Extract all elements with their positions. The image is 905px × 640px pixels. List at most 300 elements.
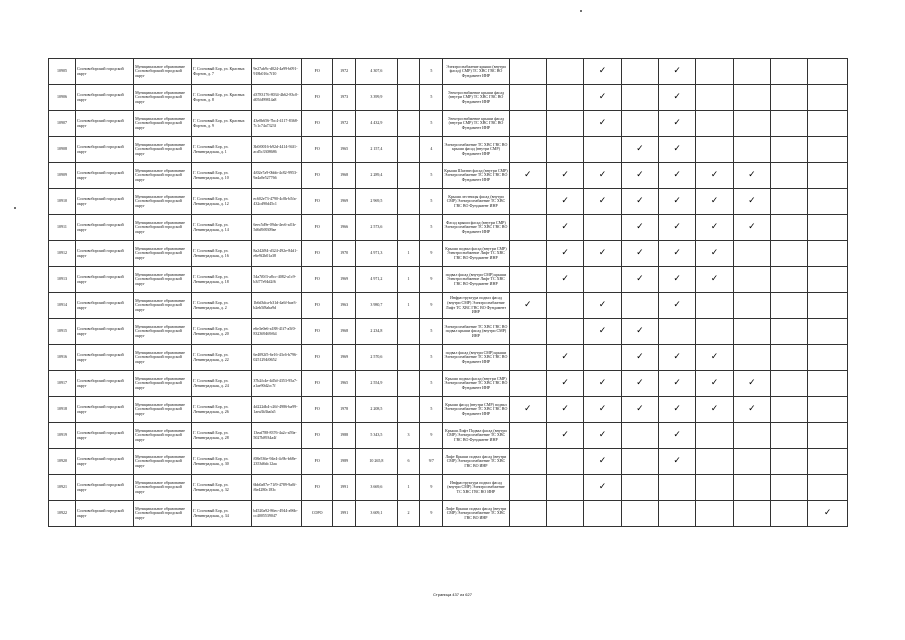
row-okrug: Сосновоборский городской округ xyxy=(75,215,133,241)
check-cell xyxy=(621,293,658,319)
check-cell xyxy=(808,475,848,501)
row-owner: Муниципальное образование Сосновоборский городской округ xyxy=(134,501,192,527)
row-address: Г. Сосновый Бор, ул. Ленинградская, д. 32 xyxy=(192,475,252,501)
row-form: FO xyxy=(302,241,333,267)
checkmark-icon: ✓ xyxy=(636,196,644,207)
row-area: 2 208,5 xyxy=(356,397,398,423)
table-row xyxy=(49,423,848,449)
check-cell xyxy=(696,423,733,449)
table-row xyxy=(49,371,848,397)
table-row xyxy=(49,475,848,501)
check-cell xyxy=(696,241,733,267)
checkmark-icon: ✓ xyxy=(710,378,719,389)
check-cell xyxy=(584,59,621,85)
check-cell xyxy=(509,475,546,501)
row-guid: 8a242f84-d324-492e-84d1-e6e9f2b01a38 xyxy=(252,241,302,267)
checkmark-icon: ✓ xyxy=(710,352,719,363)
row-address: Г. Сосновый Бор, ул. Ленинградская, д. 20 xyxy=(192,319,252,345)
check-cell xyxy=(696,267,733,293)
check-cell xyxy=(621,475,658,501)
row-floors: 4 xyxy=(420,137,443,163)
check-cell xyxy=(771,241,808,267)
row-form: FO xyxy=(302,111,333,137)
row-year: 1969 xyxy=(333,345,356,371)
check-cell xyxy=(546,293,583,319)
checkmark-icon: ✓ xyxy=(561,196,569,207)
row-form: СОРО xyxy=(302,501,333,527)
row-form: FO xyxy=(302,371,333,397)
checkmark-icon: ✓ xyxy=(673,92,681,103)
row-guid: e6e3e0e6-a188-41f7-a5f0-832369469f64 xyxy=(252,319,302,345)
row-elevators xyxy=(397,215,420,241)
row-elevators xyxy=(397,59,420,85)
check-cell xyxy=(509,449,546,475)
check-cell xyxy=(808,423,848,449)
check-cell xyxy=(621,501,658,527)
row-address: Г. Сосновый Бор, ул. Ленинградская, д. 28 xyxy=(192,423,252,449)
check-cell xyxy=(546,59,583,85)
check-cell xyxy=(733,423,770,449)
check-cell xyxy=(659,371,696,397)
checkmark-icon: ✓ xyxy=(598,430,607,441)
row-guid: 6eec5d9e-09da-4ec6-af1b-5d6d9f8309ae xyxy=(252,215,302,241)
check-cell xyxy=(696,215,733,241)
checkmark-icon: ✓ xyxy=(561,352,569,363)
check-cell xyxy=(509,163,546,189)
row-year: 1973 xyxy=(333,85,356,111)
check-cell xyxy=(546,85,583,111)
row-owner: Муниципальное образование Сосновоборский городской округ xyxy=(134,475,192,501)
check-cell xyxy=(659,137,696,163)
row-okrug: Сосновоборский городской округ xyxy=(75,267,133,293)
row-id: 10913 xyxy=(49,267,76,293)
row-owner: Муниципальное образование Сосновоборский городской округ xyxy=(134,163,192,189)
check-cell xyxy=(808,319,848,345)
check-cell xyxy=(808,163,848,189)
checkmark-icon: ✓ xyxy=(598,248,607,259)
row-owner: Муниципальное образование Сосновоборский городской округ xyxy=(134,267,192,293)
row-address: Г. Сосновый Бор, ул. Красных Фортов, д. 8 xyxy=(192,85,252,111)
row-id: 10916 xyxy=(49,345,76,371)
row-area: 3 609,1 xyxy=(356,501,398,527)
check-cell xyxy=(621,137,658,163)
row-area: 2 157,4 xyxy=(356,137,398,163)
check-cell xyxy=(509,85,546,111)
row-address: Г. Сосновый Бор, ул. Ленинградская, д. 1 xyxy=(192,137,252,163)
check-cell xyxy=(659,397,696,423)
checkmark-icon: ✓ xyxy=(748,222,756,233)
row-address: Г. Сосновый Бор, ул. Ленинградская, д. 12 xyxy=(192,189,252,215)
check-cell xyxy=(659,111,696,137)
row-id: 10910 xyxy=(49,189,76,215)
check-cell xyxy=(696,189,733,215)
table-row xyxy=(49,189,848,215)
check-cell xyxy=(696,397,733,423)
check-cell xyxy=(509,59,546,85)
check-cell xyxy=(584,345,621,371)
row-guid: 13eaf788-8376-4a2c-a59a-5027b8934a4f xyxy=(252,423,302,449)
check-cell xyxy=(621,449,658,475)
row-id: 10909 xyxy=(49,163,76,189)
check-cell xyxy=(659,449,696,475)
check-cell xyxy=(771,423,808,449)
row-year: 1965 xyxy=(333,371,356,397)
row-year: 1972 xyxy=(333,111,356,137)
table-row xyxy=(49,319,848,345)
row-works: Инфраструктура подвал фасад (внутри СМР) Электроснабжение Лифт ТС ХВС ГВС ВО Фундамент ИНР xyxy=(443,293,509,319)
row-address: Г. Сосновый Бор, ул. Ленинградская, д. 10 xyxy=(192,163,252,189)
check-cell xyxy=(546,501,583,527)
row-works: Крыши Шахтин фасад (внутри СМР) Электроснабжение ТС ХВС ГВС ВО Фундамент ИНР xyxy=(443,163,509,189)
row-form: FO xyxy=(302,423,333,449)
row-area: 3 399,9 xyxy=(356,85,398,111)
row-year: 1970 xyxy=(333,241,356,267)
row-elevators xyxy=(397,137,420,163)
checkmark-icon: ✓ xyxy=(823,508,832,519)
checkmark-icon: ✓ xyxy=(561,378,569,389)
check-cell xyxy=(808,59,848,85)
check-cell xyxy=(733,163,770,189)
row-id: 10918 xyxy=(49,397,76,423)
check-cell xyxy=(696,345,733,371)
row-owner: Муниципальное образование Сосновоборский городской округ xyxy=(134,111,192,137)
row-id: 10912 xyxy=(49,241,76,267)
row-floors: 5 xyxy=(420,319,443,345)
row-form: FO xyxy=(302,85,333,111)
check-cell xyxy=(584,475,621,501)
check-cell xyxy=(733,189,770,215)
check-cell xyxy=(771,189,808,215)
row-year: 1991 xyxy=(333,475,356,501)
check-cell xyxy=(733,215,770,241)
row-elevators: 1 xyxy=(397,293,420,319)
check-cell xyxy=(659,59,696,85)
checkmark-icon: ✓ xyxy=(561,404,569,415)
check-cell xyxy=(733,59,770,85)
row-form: FO xyxy=(302,475,333,501)
registry-table-body xyxy=(49,59,848,527)
row-works: Инфраструктура подвал фасад (внутри СМР) Электроснабжение ТС ХВС ГВС ВО ИНР xyxy=(443,475,509,501)
check-cell xyxy=(509,501,546,527)
table-row xyxy=(49,397,848,423)
check-cell xyxy=(771,137,808,163)
row-elevators: 6 xyxy=(397,449,420,475)
check-cell xyxy=(546,189,583,215)
checkmark-icon: ✓ xyxy=(710,248,719,259)
registry-table-container xyxy=(48,58,848,527)
row-id: 10908 xyxy=(49,137,76,163)
row-area: 4 971,3 xyxy=(356,241,398,267)
row-address: Г. Сосновый Бор, ул. Ленинградская, д. 26 xyxy=(192,397,252,423)
checkmark-icon: ✓ xyxy=(748,196,756,207)
row-form: FO xyxy=(302,163,333,189)
checkmark-icon: ✓ xyxy=(710,196,719,207)
row-floors: 9 xyxy=(420,475,443,501)
check-cell xyxy=(584,137,621,163)
checkmark-icon: ✓ xyxy=(561,248,569,259)
checkmark-icon: ✓ xyxy=(673,196,681,207)
check-cell xyxy=(509,241,546,267)
checkmark-icon: ✓ xyxy=(710,170,719,181)
row-id: 10917 xyxy=(49,371,76,397)
row-guid: 1b6d3dca-b31d-4a6f-bae3-b2eb5f8aba9d xyxy=(252,293,302,319)
row-id: 10922 xyxy=(49,501,76,527)
check-cell xyxy=(621,215,658,241)
check-cell xyxy=(509,423,546,449)
row-year: 1991 xyxy=(333,501,356,527)
row-owner: Муниципальное образование Сосновоборский городской округ xyxy=(134,345,192,371)
checkmark-icon: ✓ xyxy=(673,118,681,129)
check-cell xyxy=(771,59,808,85)
table-row xyxy=(49,267,848,293)
check-cell xyxy=(621,59,658,85)
check-cell xyxy=(546,137,583,163)
check-cell xyxy=(696,59,733,85)
checkmark-icon: ✓ xyxy=(673,248,681,259)
check-cell xyxy=(771,267,808,293)
row-works: Крыши фасад (внутри СМР) подвал Электроснабжение ТС ХВС ГВС ВО Фундамент ИНР xyxy=(443,397,509,423)
checkmark-icon: ✓ xyxy=(673,170,681,181)
check-cell xyxy=(546,241,583,267)
check-cell xyxy=(771,449,808,475)
checkmark-icon: ✓ xyxy=(524,404,532,415)
check-cell xyxy=(584,215,621,241)
check-cell xyxy=(546,111,583,137)
table-row xyxy=(49,137,848,163)
check-cell xyxy=(659,85,696,111)
row-guid: 6bb0a87e-71f9-4789-9a0f-f6e4280c183c xyxy=(252,475,302,501)
row-address: Г. Сосновый Бор, ул. Ленинградская, д. 34 xyxy=(192,501,252,527)
check-cell xyxy=(808,85,848,111)
table-row xyxy=(49,59,848,85)
table-row xyxy=(49,85,848,111)
table-row xyxy=(49,449,848,475)
row-area: 2 234,8 xyxy=(356,319,398,345)
row-works: подвал фасад (внутри СМР) крыши Электроснабжение ТС ХВС ГВС ВО Фундамент ИНР xyxy=(443,345,509,371)
check-cell xyxy=(621,371,658,397)
check-cell xyxy=(733,397,770,423)
row-elevators: 3 xyxy=(397,423,420,449)
check-cell xyxy=(546,345,583,371)
checkmark-icon: ✓ xyxy=(636,404,644,415)
checkmark-icon: ✓ xyxy=(636,378,644,389)
check-cell xyxy=(771,345,808,371)
check-cell xyxy=(733,111,770,137)
check-cell xyxy=(546,267,583,293)
check-cell xyxy=(621,397,658,423)
row-id: 10915 xyxy=(49,319,76,345)
row-owner: Муниципальное образование Сосновоборский городской округ xyxy=(134,423,192,449)
row-floors: 5 xyxy=(420,397,443,423)
checkmark-icon: ✓ xyxy=(636,274,644,285)
checkmark-icon: ✓ xyxy=(748,378,756,389)
row-floors: 5 xyxy=(420,189,443,215)
row-elevators xyxy=(397,189,420,215)
row-year: 1988 xyxy=(333,423,356,449)
row-year: 1978 xyxy=(333,397,356,423)
scan-speck xyxy=(580,10,582,12)
check-cell xyxy=(659,215,696,241)
row-id: 10906 xyxy=(49,85,76,111)
row-floors: 5 xyxy=(420,345,443,371)
row-elevators xyxy=(397,85,420,111)
row-guid: 4d222db4-c26f-4986-ba99-1aea3b3bafa5 xyxy=(252,397,302,423)
check-cell xyxy=(546,449,583,475)
page-footer: Страница 437 из 627 xyxy=(433,592,472,597)
check-cell xyxy=(584,189,621,215)
row-okrug: Сосновоборский городской округ xyxy=(75,293,133,319)
row-elevators xyxy=(397,371,420,397)
checkmark-icon: ✓ xyxy=(748,170,756,181)
check-cell xyxy=(808,371,848,397)
checkmark-icon: ✓ xyxy=(561,274,569,285)
registry-table xyxy=(48,58,848,527)
row-elevators: 1 xyxy=(397,241,420,267)
row-form: FO xyxy=(302,293,333,319)
check-cell xyxy=(696,293,733,319)
check-cell xyxy=(584,449,621,475)
row-address: Г. Сосновый Бор, ул. Ленинградская, д. 2 xyxy=(192,293,252,319)
check-cell xyxy=(659,423,696,449)
check-cell xyxy=(584,85,621,111)
check-cell xyxy=(659,267,696,293)
row-area: 2 573,6 xyxy=(356,215,398,241)
check-cell xyxy=(546,215,583,241)
checkmark-icon: ✓ xyxy=(598,326,607,337)
row-okrug: Сосновоборский городской округ xyxy=(75,475,133,501)
row-floors: 9 xyxy=(420,241,443,267)
row-works: Крыши Лифт Подвал фасад (внутри СМР) Электроснабжение ТС ХВС ГВС ВО Фундамент ИНР xyxy=(443,423,509,449)
check-cell xyxy=(509,189,546,215)
check-cell xyxy=(546,397,583,423)
checkmark-icon: ✓ xyxy=(673,378,681,389)
row-form: FO xyxy=(302,137,333,163)
check-cell xyxy=(733,85,770,111)
check-cell xyxy=(659,345,696,371)
row-okrug: Сосновоборский городской округ xyxy=(75,319,133,345)
row-id: 10914 xyxy=(49,293,76,319)
row-owner: Муниципальное образование Сосновоборский городской округ xyxy=(134,137,192,163)
row-form: FO xyxy=(302,397,333,423)
checkmark-icon: ✓ xyxy=(598,196,607,207)
row-okrug: Сосновоборский городской округ xyxy=(75,397,133,423)
row-address: Г. Сосновый Бор, ул. Ленинградская, д. 16 xyxy=(192,241,252,267)
checkmark-icon: ✓ xyxy=(673,274,681,285)
row-owner: Муниципальное образование Сосновоборский городской округ xyxy=(134,293,192,319)
row-okrug: Сосновоборский городской округ xyxy=(75,241,133,267)
checkmark-icon: ✓ xyxy=(598,482,607,493)
row-works: Крыши подвал фасад (внутри СМР) Электроснабжение ТС ХВС ГВС ВО Фундамент ИНР xyxy=(443,371,509,397)
check-cell xyxy=(808,449,848,475)
check-cell xyxy=(584,397,621,423)
row-owner: Муниципальное образование Сосновоборский городской округ xyxy=(134,85,192,111)
check-cell xyxy=(584,371,621,397)
check-cell xyxy=(659,501,696,527)
row-area: 4 432,9 xyxy=(356,111,398,137)
checkmark-icon: ✓ xyxy=(636,222,644,233)
row-floors: 5 xyxy=(420,215,443,241)
check-cell xyxy=(509,215,546,241)
row-address: Г. Сосновый Бор, ул. Красных Фортов, д. 9 xyxy=(192,111,252,137)
row-owner: Муниципальное образование Сосновоборский городской округ xyxy=(134,59,192,85)
check-cell xyxy=(696,163,733,189)
checkmark-icon: ✓ xyxy=(598,300,607,311)
table-row xyxy=(49,241,848,267)
row-elevators xyxy=(397,163,420,189)
row-address: Г. Сосновый Бор, ул. Красных Фортов, д. 7 xyxy=(192,59,252,85)
row-elevators xyxy=(397,319,420,345)
check-cell xyxy=(659,189,696,215)
row-guid: 9e27ab9c-d024-4a99-b091-918b016c7f10 xyxy=(252,59,302,85)
row-guid: 54a7f0f3-a8cc-4082-a1c9-b3f77e94d2f6 xyxy=(252,267,302,293)
table-row xyxy=(49,163,848,189)
check-cell xyxy=(509,345,546,371)
check-cell xyxy=(696,371,733,397)
checkmark-icon: ✓ xyxy=(561,430,569,441)
check-cell xyxy=(621,423,658,449)
row-address: Г. Сосновый Бор, ул. Ленинградская, д. 22 xyxy=(192,345,252,371)
check-cell xyxy=(659,241,696,267)
check-cell xyxy=(808,397,848,423)
checkmark-icon: ✓ xyxy=(636,170,644,181)
check-cell xyxy=(733,293,770,319)
row-floors: 5 xyxy=(420,85,443,111)
table-row xyxy=(49,215,848,241)
check-cell xyxy=(808,501,848,527)
checkmark-icon: ✓ xyxy=(598,170,607,181)
check-cell xyxy=(546,319,583,345)
check-cell xyxy=(808,345,848,371)
checkmark-icon: ✓ xyxy=(598,378,607,389)
row-area: 2 554,9 xyxy=(356,371,398,397)
check-cell xyxy=(509,137,546,163)
row-area: 5 343,5 xyxy=(356,423,398,449)
row-floors: 9/7 xyxy=(420,449,443,475)
check-cell xyxy=(771,85,808,111)
check-cell xyxy=(733,319,770,345)
row-id: 10905 xyxy=(49,59,76,85)
row-area: 2 969,5 xyxy=(356,189,398,215)
check-cell xyxy=(771,319,808,345)
check-cell xyxy=(584,423,621,449)
row-address: Г. Сосновый Бор, ул. Ленинградская, д. 14 xyxy=(192,215,252,241)
row-elevators xyxy=(397,397,420,423)
row-id: 10907 xyxy=(49,111,76,137)
row-address: Г. Сосновый Бор, ул. Ленинградская, д. 18 xyxy=(192,267,252,293)
row-form: FO xyxy=(302,189,333,215)
check-cell xyxy=(509,397,546,423)
check-cell xyxy=(621,267,658,293)
check-cell xyxy=(808,215,848,241)
row-year: 1968 xyxy=(333,163,356,189)
check-cell xyxy=(771,293,808,319)
checkmark-icon: ✓ xyxy=(673,222,681,233)
row-form: FO xyxy=(302,319,333,345)
row-year: 1968 xyxy=(333,319,356,345)
row-guid: 4f02e7a9-0bbb-4c82-9953-9a4a0e527766 xyxy=(252,163,302,189)
check-cell xyxy=(733,501,770,527)
row-elevators: 2 xyxy=(397,501,420,527)
check-cell xyxy=(696,319,733,345)
row-owner: Муниципальное образование Сосновоборский городской округ xyxy=(134,371,192,397)
check-cell xyxy=(771,163,808,189)
row-elevators xyxy=(397,345,420,371)
row-okrug: Сосновоборский городской округ xyxy=(75,85,133,111)
row-guid: d3783176-8034-4b62-83c0-d05fd99814a8 xyxy=(252,85,302,111)
check-cell xyxy=(808,137,848,163)
row-floors: 5 xyxy=(420,59,443,85)
check-cell xyxy=(584,267,621,293)
